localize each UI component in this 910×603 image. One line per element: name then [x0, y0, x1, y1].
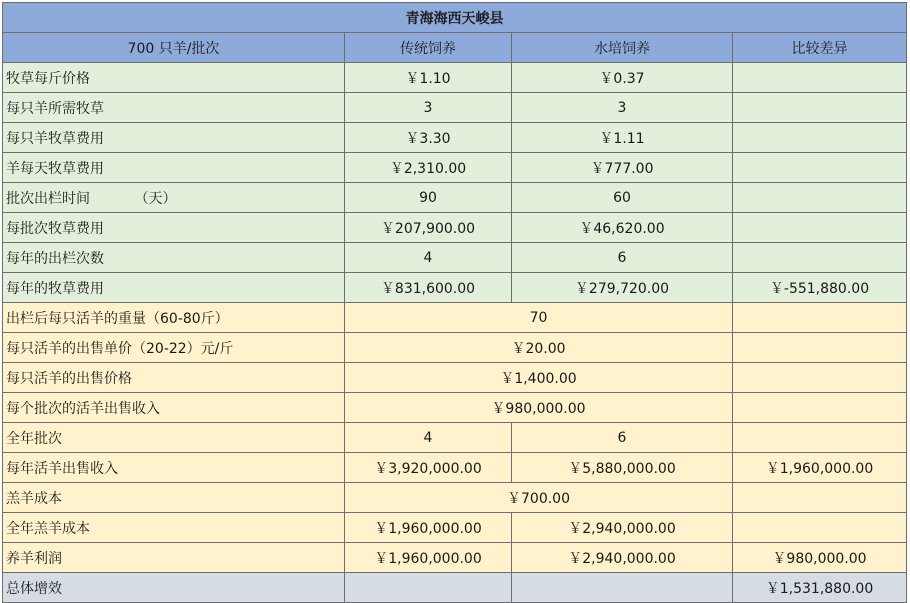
row-label[interactable]: 羊每天牧草费用 — [3, 153, 345, 183]
difference-cell[interactable] — [733, 243, 907, 273]
hydroponic-cell[interactable]: ￥46,620.00 — [512, 213, 733, 243]
hydroponic-cell[interactable]: ￥2,940,000.00 — [512, 543, 733, 573]
hydroponic-cell[interactable]: ￥777.00 — [512, 153, 733, 183]
traditional-cell[interactable]: ￥2,310.00 — [345, 153, 512, 183]
sheet-title[interactable]: 青海海西天峻县 — [3, 3, 907, 33]
row-label[interactable]: 每只羊所需牧草 — [3, 93, 345, 123]
hydroponic-cell[interactable]: ￥0.37 — [512, 63, 733, 93]
table-row — [3, 543, 907, 573]
traditional-cell[interactable]: ￥831,600.00 — [345, 273, 512, 303]
header-row — [3, 33, 907, 63]
traditional-cell[interactable]: 4 — [345, 243, 512, 273]
row-label[interactable]: 羔羊成本 — [3, 483, 345, 513]
header-hydroponic[interactable]: 水培饲养 — [512, 33, 733, 63]
row-label[interactable]: 每只活羊的出售单价（20-22）元/斤 — [3, 333, 345, 363]
traditional-cell[interactable]: ￥3.30 — [345, 123, 512, 153]
table-row — [3, 63, 907, 93]
traditional-cell[interactable]: 90 — [345, 183, 512, 213]
table-row — [3, 273, 907, 303]
row-label[interactable]: 每年的出栏次数 — [3, 243, 345, 273]
row-label[interactable]: 总体增效 — [3, 573, 345, 603]
difference-cell[interactable] — [733, 93, 907, 123]
row-label[interactable]: 每年的牧草费用 — [3, 273, 345, 303]
row-label[interactable]: 每年活羊出售收入 — [3, 453, 345, 483]
row-label[interactable]: 出栏后每只活羊的重量（60-80斤） — [3, 303, 345, 333]
difference-cell[interactable] — [733, 183, 907, 213]
row-label[interactable]: 全年批次 — [3, 423, 345, 453]
traditional-cell[interactable]: ￥3,920,000.00 — [345, 453, 512, 483]
table-row — [3, 153, 907, 183]
difference-cell[interactable] — [733, 513, 907, 543]
merged-value-cell[interactable]: 70 — [345, 303, 733, 333]
table-row — [3, 513, 907, 543]
table-row — [3, 423, 907, 453]
row-label[interactable]: 全年羔羊成本 — [3, 513, 345, 543]
row-label[interactable]: 牧草每斤价格 — [3, 63, 345, 93]
difference-cell[interactable] — [733, 213, 907, 243]
merged-value-cell[interactable]: ￥1,400.00 — [345, 363, 733, 393]
row-label[interactable]: 养羊利润 — [3, 543, 345, 573]
header-difference[interactable]: 比较差异 — [733, 33, 907, 63]
merged-value-cell[interactable]: ￥700.00 — [345, 483, 733, 513]
traditional-cell[interactable]: 3 — [345, 93, 512, 123]
table-row — [3, 333, 907, 363]
traditional-cell[interactable]: ￥1,960,000.00 — [345, 543, 512, 573]
merged-value-cell[interactable]: ￥980,000.00 — [345, 393, 733, 423]
row-label[interactable]: 每只羊牧草费用 — [3, 123, 345, 153]
row-label[interactable]: 每只活羊的出售价格 — [3, 363, 345, 393]
hydroponic-cell[interactable]: ￥1.11 — [512, 123, 733, 153]
table-row — [3, 453, 907, 483]
table-row — [3, 303, 907, 333]
traditional-cell[interactable]: ￥207,900.00 — [345, 213, 512, 243]
difference-cell[interactable] — [733, 423, 907, 453]
hydroponic-cell[interactable]: ￥2,940,000.00 — [512, 513, 733, 543]
hydroponic-cell[interactable] — [512, 573, 733, 603]
spreadsheet-table — [2, 2, 907, 603]
header-batch-size[interactable]: 700 只羊/批次 — [3, 33, 345, 63]
title-row — [3, 3, 907, 33]
hydroponic-cell[interactable]: 6 — [512, 423, 733, 453]
row-label[interactable]: 每个批次的活羊出售收入 — [3, 393, 345, 423]
difference-cell[interactable] — [733, 483, 907, 513]
table-row — [3, 123, 907, 153]
difference-cell[interactable]: ￥1,531,880.00 — [733, 573, 907, 603]
difference-cell[interactable] — [733, 363, 907, 393]
hydroponic-cell[interactable]: ￥279,720.00 — [512, 273, 733, 303]
table-row — [3, 243, 907, 273]
traditional-cell[interactable]: ￥1,960,000.00 — [345, 513, 512, 543]
table-row — [3, 183, 907, 213]
difference-cell[interactable]: ￥-551,880.00 — [733, 273, 907, 303]
hydroponic-cell[interactable]: 3 — [512, 93, 733, 123]
table-row — [3, 483, 907, 513]
table-row — [3, 363, 907, 393]
table-row — [3, 213, 907, 243]
table-row — [3, 93, 907, 123]
row-label[interactable]: 批次出栏时间 （天） — [3, 183, 345, 213]
difference-cell[interactable] — [733, 153, 907, 183]
difference-cell[interactable] — [733, 303, 907, 333]
difference-cell[interactable] — [733, 333, 907, 363]
hydroponic-cell[interactable]: 6 — [512, 243, 733, 273]
header-traditional[interactable]: 传统饲养 — [345, 33, 512, 63]
traditional-cell[interactable]: 4 — [345, 423, 512, 453]
hydroponic-cell[interactable]: ￥5,880,000.00 — [512, 453, 733, 483]
difference-cell[interactable] — [733, 63, 907, 93]
merged-value-cell[interactable]: ￥20.00 — [345, 333, 733, 363]
difference-cell[interactable]: ￥1,960,000.00 — [733, 453, 907, 483]
hydroponic-cell[interactable]: 60 — [512, 183, 733, 213]
table-row — [3, 393, 907, 423]
traditional-cell[interactable]: ￥1.10 — [345, 63, 512, 93]
total-row — [3, 573, 907, 603]
row-label[interactable]: 每批次牧草费用 — [3, 213, 345, 243]
difference-cell[interactable]: ￥980,000.00 — [733, 543, 907, 573]
traditional-cell[interactable] — [345, 573, 512, 603]
difference-cell[interactable] — [733, 123, 907, 153]
difference-cell[interactable] — [733, 393, 907, 423]
